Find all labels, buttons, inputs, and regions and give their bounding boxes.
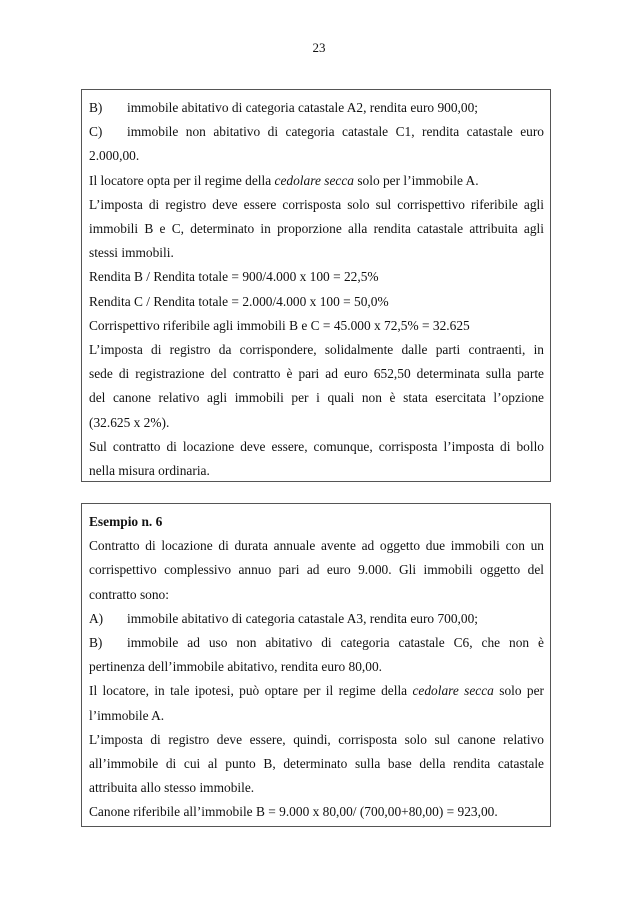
text-line: immobili B e C, determinato in proporzione alla rendita catastale attribuita agli (89, 221, 544, 237)
calc-line: Canone riferibile all’immobile B = 9.000 x 80,00/ (700,00+80,00) = 923,00. (89, 804, 498, 820)
text-line: attribuita allo stesso immobile. (89, 780, 255, 796)
text-line: l’immobile A. (89, 707, 165, 723)
list-letter: B) (89, 100, 103, 115)
option-sentence (89, 169, 544, 193)
calc-line: Rendita C / Rendita totale = 2.000/4.000 x 100 = 50,0% (89, 293, 389, 309)
example-box-6 (81, 503, 551, 827)
list-item-b (89, 96, 544, 120)
text-run: Il locatore opta per il regime della (89, 172, 275, 188)
text-line: nella misura ordinaria. (89, 463, 210, 479)
text-line: L’imposta di registro da corrispondere, solidalmente dalle parti contraenti, in (89, 342, 544, 358)
text-run: solo per (493, 683, 544, 699)
text-line: Contratto di locazione di durata annuale avente ad oggetto due immobili con un (89, 538, 544, 554)
list-text: immobile abitativo di categoria catastale A3, rendita euro 700,00; (127, 610, 479, 626)
option-sentence (89, 679, 544, 703)
calc-line: Corrispettivo riferibile agli immobili B e C = 45.000 x 72,5% = 32.625 (89, 317, 470, 333)
text-run: Il locatore, in tale ipotesi, può optare per il regime della (89, 683, 413, 699)
text-line: L’imposta di registro deve essere corrisposta solo sul corrispettivo riferibile agli (89, 196, 544, 212)
italic-term: cedolare secca (412, 683, 494, 699)
text-line: all’immobile di cui al punto B, determinato sulla base della rendita catastale (89, 756, 544, 772)
text-line: pertinenza dell’immobile abitativo, rendita euro 80,00. (89, 659, 383, 675)
text-line: (32.625 x 2%). (89, 414, 170, 430)
text-line: L’imposta di registro deve essere, quindi, corrisposta solo sul canone relativo (89, 731, 544, 747)
list-letter: A) (89, 610, 104, 626)
example-box-continued (81, 89, 551, 482)
text-line: stessi immobili. (89, 245, 174, 261)
text-line: contratto sono: (89, 586, 169, 602)
list-text: immobile abitativo di categoria catastale A2, rendita euro 900,00; (127, 100, 479, 115)
list-item-c (89, 120, 544, 144)
calc-line: Rendita B / Rendita totale = 900/4.000 x 100 = 22,5% (89, 269, 379, 285)
italic-term: cedolare secca (274, 172, 354, 188)
list-text: immobile ad uso non abitativo di categoria catastale C6, che non è (127, 635, 544, 651)
list-text: immobile non abitativo di categoria catastale C1, rendita catastale euro (127, 124, 544, 140)
list-letter: C) (89, 124, 103, 140)
example-title: Esempio n. 6 (89, 514, 163, 529)
text-line: 2.000,00. (89, 148, 140, 164)
list-item-b (89, 631, 544, 655)
text-line: del canone relativo agli immobili per i quali non è stata esercitata l’opzione (89, 390, 544, 406)
text-line: Sul contratto di locazione deve essere, comunque, corrisposta l’imposta di bollo (89, 438, 544, 454)
text-run: solo per l’immobile A. (353, 172, 479, 188)
page-number: 23 (312, 40, 326, 55)
list-item-a (89, 607, 544, 631)
list-letter: B) (89, 635, 103, 651)
text-line: sede di registrazione del contratto è pari ad euro 652,50 determinata sulla parte (89, 366, 544, 382)
text-line: corrispettivo complessivo annuo pari ad euro 9.000. Gli immobili oggetto del (89, 562, 544, 578)
